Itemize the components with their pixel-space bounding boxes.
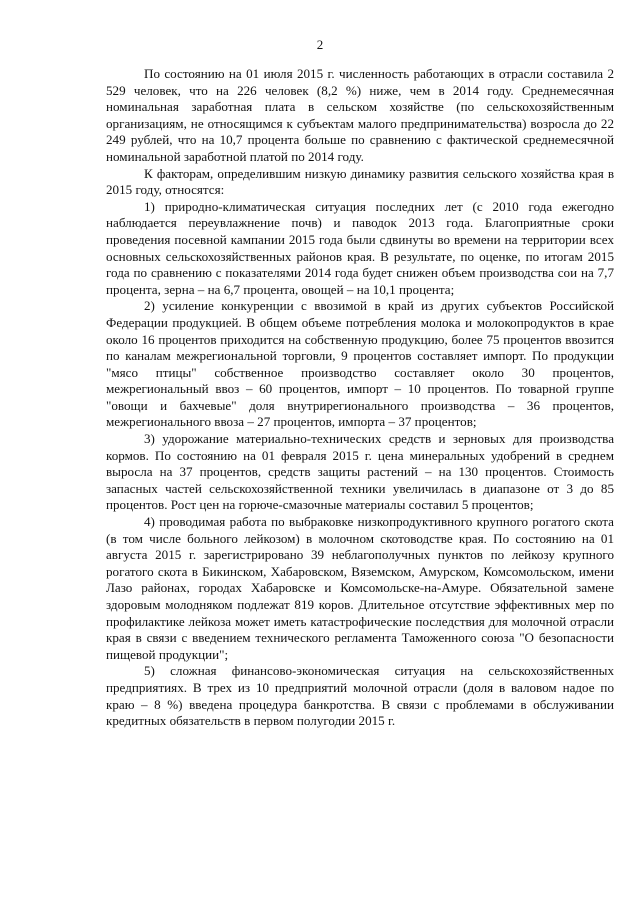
paragraph-factor-competition: 2) усиление конкуренции с ввозимой в край из других субъектов Российской Федерации продукцией. В общем объеме потребления молока и молокопродуктов в крае около 16 процентов приходится на собственную продукцию, более 75 процентов ввозится по каналам межрегиональной торговли, 9 процентов составляет импорт. По продукции "мясо птицы" собственное производство составляет около 30 процентов, межрегиональный ввоз – 60 процентов, импорт – 10 процентов. По товарной группе "овощи и бахчевые" доля внутрирегионального производства – 36 процентов, межрегионального ввоза – 27 процентов, импорта – 37 процентов; (106, 298, 614, 430)
paragraph-factor-finance: 5) сложная финансово-экономическая ситуация на сельскохозяйственных предприятиях. В трех из 10 предприятий молочной отрасли (доля в валовом надое по краю – 8 %) введена процедура банкротства. В связи с проблемами в обслуживании кредитных обязательств в первом полугодии 2015 г. (106, 663, 614, 729)
paragraph-employment: По состоянию на 01 июля 2015 г. численность работающих в отрасли составила 2 529 человек, что на 226 человек (8,2 %) ниже, чем в 2014 году. Среднемесячная номинальная заработная плата в сельском хозяйстве (по сельскохозяйственным организациям, не относящимся к субъектам малого предпринимательства) возросла до 22 249 рублей, что на 10,7 процента больше по сравнению с фактической среднемесячной номинальной заработной платой по 2014 году. (106, 66, 614, 164)
paragraph-factor-costs: 3) удорожание материально-технических средств и зерновых для производства кормов. По состоянию на 01 февраля 2015 г. цена минеральных удобрений в среднем выросла на 37 процентов, средств защиты растений – на 130 процентов. Стоимость запасных частей сельскохозяйственной техники увеличилась в диапазоне от 3 до 85 процентов. Рост цен на горюче-смазочные материалы составил 5 процентов; (106, 431, 614, 513)
paragraph-factor-climate: 1) природно-климатическая ситуация последних лет (с 2010 года ежегодно наблюдается переувлажнение почв) и паводок 2013 года. Благоприятные сроки проведения посевной кампании 2015 года были сдвинуты во времени на территории всех основных сельскохозяйственных районов края. В результате, по оценке, по итогам 2015 года по сравнению с показателями 2014 года будет снижен объем производства сои на 7,7 процента, зерна – на 6,7 процента, овощей – на 10,1 процента; (106, 198, 614, 297)
document-body (106, 66, 614, 730)
paragraph-factor-leukosis: 4) проводимая работа по выбраковке низкопродуктивного крупного рогатого скота (в том числе больного лейкозом) в молочном скотоводстве края. По состоянию на 01 августа 2015 г. зарегистрировано 39 неблагополучных пунктов по лейкозу крупного рогатого скота в Бикинском, Хабаровском, Вяземском, Амурском, Комсомольском, имени Лазо районах, городах Хабаровске и Комсомольске-на-Амуре. Обязательной замене здоровым молодняком подлежат 819 коров. Длительное отсутствие эффективных мер по профилактике лейкоза может иметь катастрофические последствия для молочной отрасли края в связи с введением технического регламента Таможенного союза "О безопасности пищевой продукции"; (106, 514, 614, 662)
paragraph-factors-intro: К факторам, определившим низкую динамику развития сельского хозяйства края в 2015 году, относятся: (106, 165, 614, 198)
page-number: 2 (316, 37, 324, 52)
